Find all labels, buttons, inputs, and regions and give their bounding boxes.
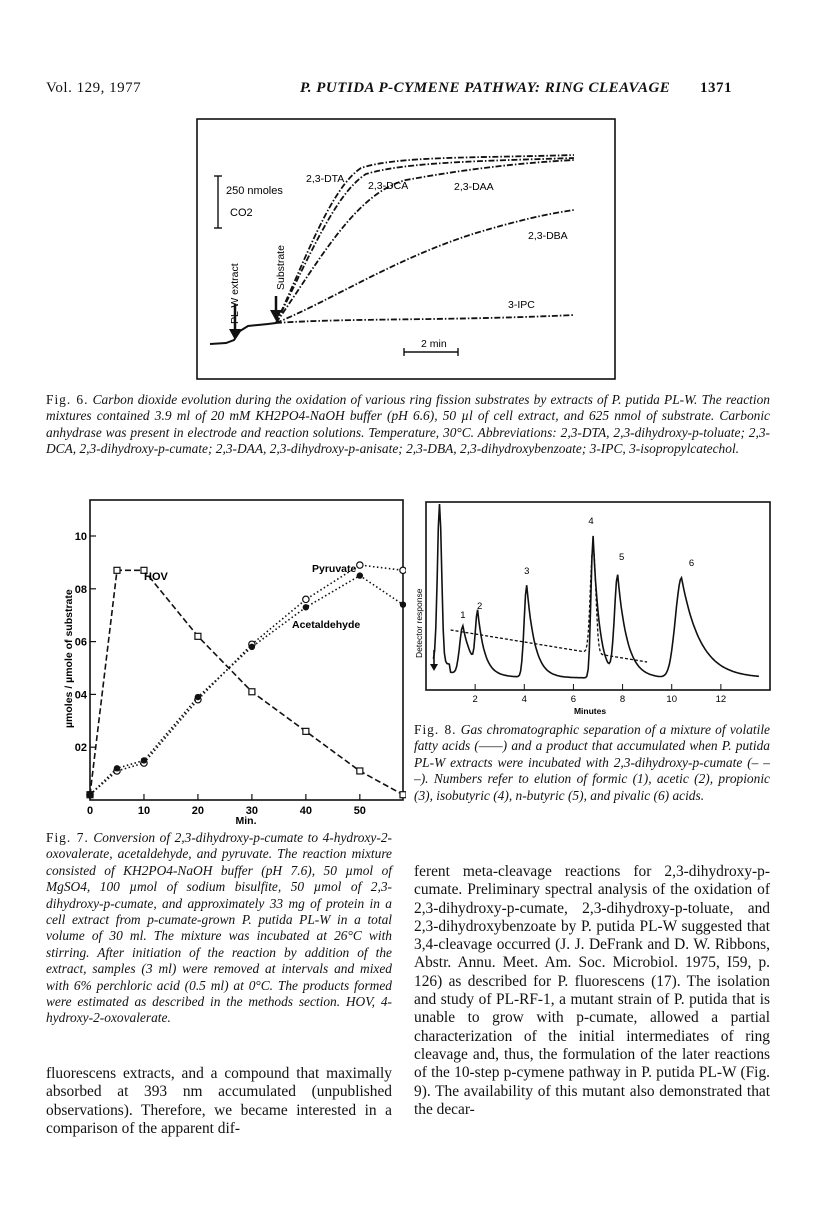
- fig8-x-tick-label: 6: [570, 694, 577, 705]
- fig8-peak-label: 1: [460, 610, 466, 621]
- fig7-line-pyruvate: [90, 565, 403, 795]
- figure-8-frame: [426, 502, 770, 690]
- fig8-peak-label: 6: [688, 558, 695, 569]
- fig7-point-acetaldehyde: [303, 604, 309, 610]
- fig8-x-tick-label: 8: [619, 694, 626, 705]
- fig7-x-tick-label: 10: [137, 805, 151, 817]
- fig7-label-hov: HOV: [144, 571, 168, 583]
- fig8-x-tick-label: 4: [521, 694, 527, 705]
- curve-label-2-3-dba: 2,3-DBA: [528, 230, 568, 242]
- figure-8-caption: [414, 722, 770, 804]
- fig7-x-tick-label: 40: [299, 805, 312, 817]
- pl-w-extract-label: PL-W extract: [229, 263, 241, 324]
- fig7-point-acetaldehyde: [87, 792, 93, 798]
- figure-8-plot: [410, 500, 776, 718]
- fig7-point-pyruvate: [357, 562, 363, 568]
- fig7-point-hov: [400, 792, 406, 798]
- scale-amount-label: 250 nmoles: [226, 185, 283, 197]
- fig7-point-pyruvate: [303, 596, 309, 602]
- fig7-y-axis-label: µmoles / µmole of substrate: [63, 589, 75, 728]
- body-text-right-column: ferent meta-cleavage reactions for 2,3-dihydroxy-p-cumate. Preliminary spectral analysis of the oxidation of 2,3-dihydroxy-p-cumate, 2,3-dihydroxy-p-toluate, and 2,3-dihydroxybenzoate by P. putida PL-W suggested that 3,4-cleavage occurred (J. J. DeFrank and D. W. Ribbons, Abstr. Annu. Meet. Am. Soc. Microbiol. 1975, I59, p. 126) as described for P. fluorescens (17). The isolation and study of PL-RF-1, a mutant strain of P. putida that is unable to grow with p-cumate, allowed a partial characterization of the initial intermediates of ring cleavage and, thus, the formulation of the later reactions of the 10-step p-cymene pathway in P. putida PL-W (Fig. 9). The availability of this mutant also demonstrated that the decar-: [414, 863, 770, 1118]
- fig8-axes: [472, 684, 726, 705]
- fig7-point-acetaldehyde: [195, 694, 201, 700]
- figure-6-caption: [46, 392, 770, 458]
- fig7-y-tick-label: 10: [74, 531, 87, 543]
- scale-co2-label: CO2: [230, 207, 253, 219]
- fig8-peak-label: 5: [619, 552, 625, 563]
- fig7-x-axis-label: Min.: [235, 815, 257, 827]
- time-scale-label: 2 min: [421, 338, 447, 350]
- substrate-label: Substrate: [275, 245, 287, 290]
- fig7-point-hov: [357, 768, 363, 774]
- fig7-y-tick-label: 04: [74, 689, 87, 702]
- fig8-peak-label: 3: [524, 566, 530, 577]
- fig7-x-tick-label: 0: [86, 805, 94, 817]
- fig7-x-tick-label: 30: [245, 805, 259, 817]
- curve-3-ipc: [276, 315, 574, 323]
- fig7-point-pyruvate: [400, 567, 406, 573]
- running-header-volume: Vol. 129, 1977: [46, 80, 142, 96]
- fig7-point-acetaldehyde: [249, 644, 255, 650]
- fig7-point-hov: [114, 567, 120, 573]
- fig8-x-axis-label: Minutes: [573, 706, 607, 716]
- fig8-peak-labels: [460, 516, 694, 621]
- fig8-peak-label: 4: [588, 516, 594, 527]
- figure-6-caption-text: Carbon dioxide evolution during the oxidation of various ring fission substrates by extracts of P. putida PL-W. The reaction mixtures contained 3.9 ml of 20 mM KH2PO4-NaOH buffer (pH 6.6), 50 µl of cell extract, and 625 nmol of substrate. Carbonic anhydrase was present in electrode and reaction solutions. Temperature, 30°C. Abbreviations: 2,3-DTA, 2,3-dihydroxy-p-toluate; 2,3-DCA, 2,3-dihydroxy-p-cumate; 2,3-DAA, 2,3-dihydroxy-p-anisate; 2,3-DBA, 2,3-dihydroxybenzoate; 3-IPC, 3-isopropylcatechol.: [46, 392, 770, 457]
- fig7-point-hov: [303, 728, 309, 734]
- fig7-label-pyruvate: Pyruvate: [312, 563, 357, 575]
- curve-label-2-3-dca: 2,3-DCA: [368, 180, 409, 192]
- substrate-addition-arrow: [270, 296, 282, 321]
- fig7-point-acetaldehyde: [114, 765, 120, 771]
- page-number: 1371: [700, 80, 732, 96]
- fig7-point-acetaldehyde: [400, 601, 406, 607]
- figure-6-caption-number: Fig. 6.: [46, 392, 89, 407]
- figure-6-frame: [197, 119, 615, 379]
- fig8-x-tick-label: 10: [666, 694, 678, 705]
- fig7-y-tick-label: 02: [74, 742, 87, 755]
- fig7-point-hov: [249, 689, 255, 695]
- figure-7-caption: [46, 830, 392, 1027]
- fig8-x-tick-label: 2: [472, 694, 478, 705]
- figure-7-caption-number: Fig. 7.: [46, 830, 89, 845]
- fig7-line-hov: [90, 570, 403, 794]
- fig7-point-acetaldehyde: [141, 757, 147, 763]
- fig7-point-hov: [195, 633, 201, 639]
- body-text-left-column: fluorescens extracts, and a compound that maximally absorbed at 393 nm accumulated (unpublished observations). Therefore, we became interested in a comparison of the apparent dif-: [46, 1065, 392, 1137]
- fig8-x-tick-label: 12: [715, 694, 727, 705]
- fig7-series: [87, 562, 406, 798]
- fig7-label-acetaldehyde: Acetaldehyde: [292, 619, 361, 631]
- figure-8-caption-number: Fig. 8.: [414, 722, 457, 737]
- fig7-x-tick-label: 20: [191, 805, 205, 817]
- figure-7-caption-text: Conversion of 2,3-dihydroxy-p-cumate to 4-hydroxy-2-oxovalerate, acetaldehyde, and pyruvate. The reaction mixture consisted of KH2PO4-NaOH buffer (pH 7.6), 50 µmol of MgSO4, 100 µmol of sodium bisulfite, 50 µmol of 2,3-dihydroxy-p-cumate, and approximately 33 mg of protein in a cell extract from p-cumate-grown P. putida PL-W in a total volume of 30 ml. The mixture was incubated at 26°C with stirring. After initiation of the reaction by addition of the extract, samples (3 ml) were removed at intervals and mixed with 6% perchloric acid (0.5 ml) at 0°C. The products formed were estimated as described in the methods section. HOV, 4-hydroxy-2-oxovalerate.: [46, 830, 392, 1026]
- curve-label-2-3-dta: 2,3-DTA: [306, 173, 345, 185]
- baseline-trace: [210, 323, 276, 344]
- fig7-y-tick-label: 06: [74, 636, 87, 649]
- fig7-x-tick-label: 50: [353, 805, 366, 817]
- figure-7-plot: [46, 498, 406, 828]
- figure-6-plot: [196, 118, 616, 380]
- curve-label-2-3-daa: 2,3-DAA: [454, 181, 494, 193]
- fig8-peak-label: 2: [476, 601, 483, 612]
- fig7-y-tick-label: 08: [74, 583, 87, 596]
- fig8-y-axis-label: Detector response: [414, 588, 424, 658]
- running-header-title: P. PUTIDA P-CYMENE PATHWAY: RING CLEAVAGE: [300, 80, 671, 96]
- fig7-point-acetaldehyde: [357, 572, 363, 578]
- curve-label-3-ipc: 3-IPC: [508, 299, 535, 311]
- figure-8-caption-text: Gas chromatographic separation of a mixture of volatile fatty acids (——) and a product that accumulated when P. putida PL-W extracts were incubated with 2,3-dihydroxy-p-cumate (– – –). Numbers refer to elution of formic (1), acetic (2), propionic (3), isobutyric (4), n-butyric (5), and pivalic (6) acids.: [414, 722, 770, 803]
